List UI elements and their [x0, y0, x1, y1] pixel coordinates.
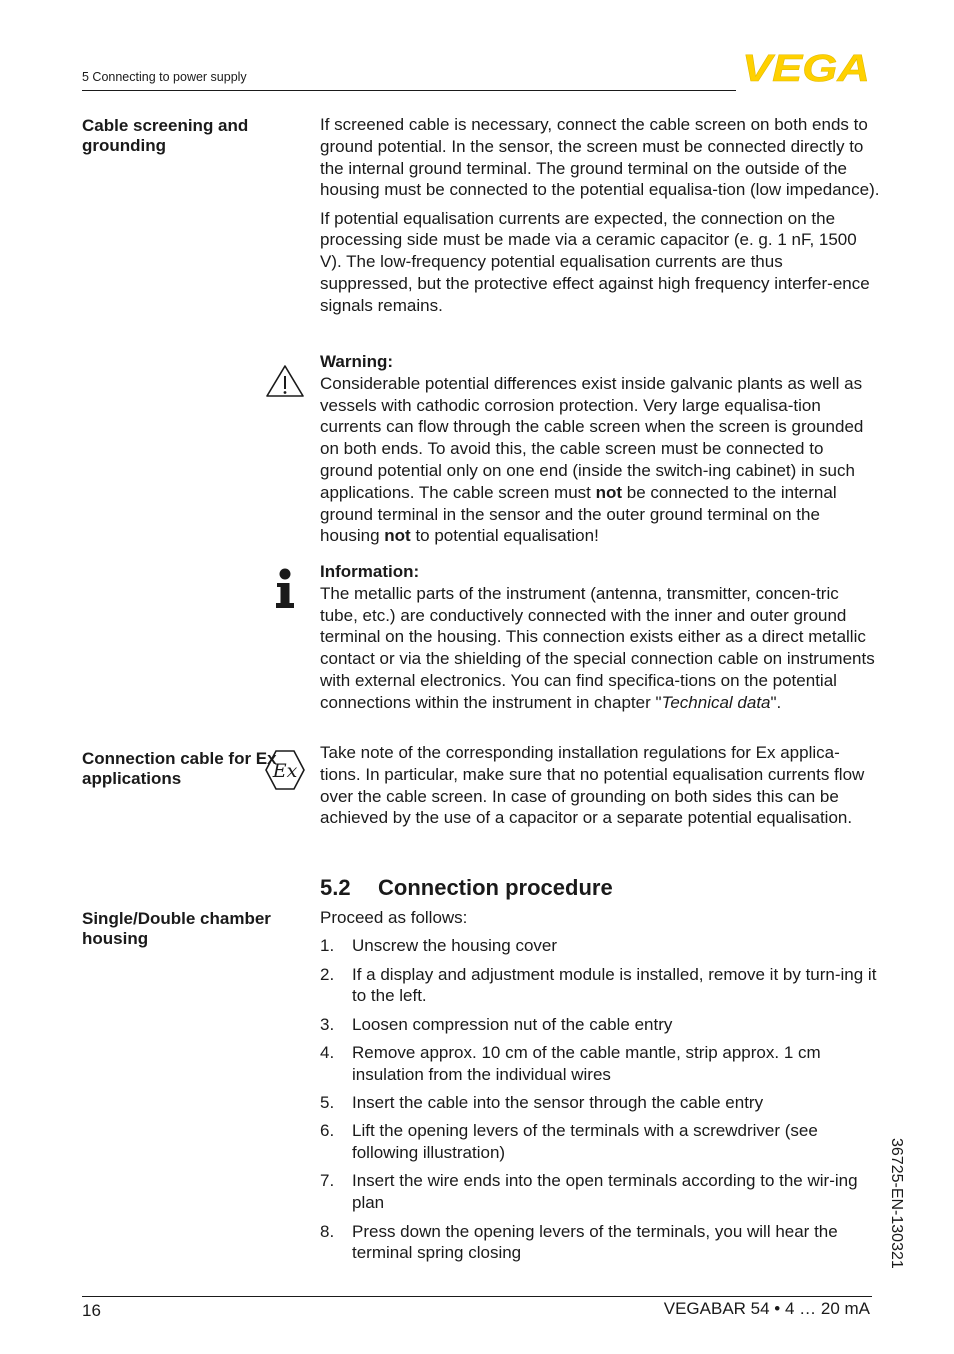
- footer-divider: [82, 1296, 872, 1297]
- ex-icon: [264, 749, 306, 791]
- warning-emphasis-2: not: [384, 526, 411, 546]
- step-number: 2.: [320, 964, 335, 984]
- step-text: Unscrew the housing cover: [352, 936, 558, 956]
- step-text: If a display and adjustment module is installed, remove it by turn-ing it to the left.: [352, 964, 877, 1006]
- step-text: Insert the cable into the sensor through the cable entry: [352, 1093, 764, 1113]
- cable-screening-para-2: If potential equalisation currents are expected, the connection on the processing side must be made via a ceramic capacitor (e. g. 1 nF, 1500 V). The low-frequency potential equalisation currents are thus suppressed, but the protective effect against high frequency interfer-ence signals remains.: [320, 208, 870, 315]
- list-item: [320, 935, 880, 957]
- list-item: [320, 1092, 880, 1114]
- document-id: 36725-EN-130321: [888, 1138, 905, 1269]
- cable-screening-para-1: If screened cable is necessary, connect the cable screen on both ends to ground potential. In the sensor, the screen must be connected directly to the internal ground terminal. The ground terminal on the outside of the housing must be connected to the potential equalisa-tion (low impedance).: [320, 115, 880, 200]
- warning-triangle-icon: [265, 364, 305, 398]
- list-item: [320, 1221, 880, 1265]
- warning-emphasis-1: not: [595, 482, 623, 502]
- step-text: Remove approx. 10 cm of the cable mantle, strip approx. 1 cm insulation from the individual wires: [352, 1042, 821, 1084]
- step-number: 3.: [320, 1014, 335, 1034]
- warning-text: [320, 373, 880, 547]
- logo-text: VEGA: [742, 50, 870, 84]
- procedure-block: [320, 907, 880, 1271]
- ex-cable-text: Take note of the corresponding installation regulations for Ex applica-tions. In particular, make sure that no potential equalisation currents flow over the cable screen. In case of grounding on both sides this can be achieved by the use of a capacitor or a separate potential equalisation.: [320, 743, 865, 828]
- warning-text-2: be connected to the internal ground terminal in the sensor and the outer ground terminal on the housing: [320, 482, 837, 546]
- step-text: Lift the opening levers of the terminals with a screwdriver (see following illustration): [352, 1121, 818, 1163]
- step-text: Insert the wire ends into the open terminals according to the wir-ing plan: [352, 1171, 858, 1213]
- step-text: Loosen compression nut of the cable entry: [352, 1014, 673, 1034]
- vega-logo: [742, 50, 872, 84]
- side-heading-housing: Single/Double chamber housing: [82, 909, 271, 948]
- footer-product: VEGABAR 54 • 4 … 20 mA: [663, 1299, 870, 1318]
- information-text-1: The metallic parts of the instrument (antenna, transmitter, concen-tric tube, etc.) are conductively connected with the inner and outer ground terminal on the housing. This connection exists either as a direct metallic contact or via the shielding of the special connection cable on instruments with external electronics. You can find specifica-tions on the potential connections within the instrument in chapter ": [320, 583, 875, 712]
- warning-block: [320, 351, 880, 547]
- information-title: Information:: [320, 562, 420, 581]
- procedure-intro: Proceed as follows:: [320, 908, 468, 927]
- list-item: [320, 1120, 880, 1164]
- information-block: [320, 561, 880, 714]
- warning-title: Warning:: [320, 352, 394, 371]
- procedure-steps: [320, 935, 880, 1264]
- cable-screening-text: [320, 114, 880, 317]
- list-item: [320, 1014, 880, 1036]
- warning-text-1: Considerable potential differences exist inside galvanic plants as well as vessels with cathodic corrosion protection. Very large equalisa-tion currents can flow through the cable screen when the screen is grounded on both ends. To avoid this, the cable screen must be connected to ground potential only on one end (inside the switch-ing cabinet) in such applications. The cable screen must: [320, 373, 864, 502]
- step-number: 8.: [320, 1221, 335, 1241]
- running-header: 5 Connecting to power supply: [82, 70, 247, 84]
- step-number: 6.: [320, 1121, 335, 1141]
- technical-data-reference: Technical data: [661, 692, 771, 712]
- section-heading: [320, 875, 613, 901]
- step-number: 5.: [320, 1093, 335, 1113]
- section-title: Connection procedure: [378, 875, 613, 900]
- header-divider: [82, 90, 736, 91]
- list-item: [320, 1170, 880, 1214]
- step-text: Press down the opening levers of the terminals, you will hear the terminal spring closing: [352, 1221, 838, 1263]
- information-text-2: ".: [770, 692, 782, 712]
- side-heading-cable-screening: Cable screening and grounding: [82, 116, 249, 155]
- step-number: 4.: [320, 1042, 335, 1062]
- step-number: 7.: [320, 1171, 335, 1191]
- list-item: [320, 964, 880, 1008]
- info-icon: [274, 568, 296, 610]
- page-number: 16: [82, 1301, 101, 1320]
- side-heading-ex-cable: Connection cable for Ex applications: [82, 749, 277, 788]
- list-item: [320, 1042, 880, 1086]
- section-number: 5.2: [320, 875, 351, 900]
- information-text: [320, 583, 880, 714]
- warning-text-3: to potential equalisation!: [410, 526, 599, 546]
- step-number: 1.: [320, 936, 335, 956]
- ex-icon-text: Ex: [272, 760, 298, 782]
